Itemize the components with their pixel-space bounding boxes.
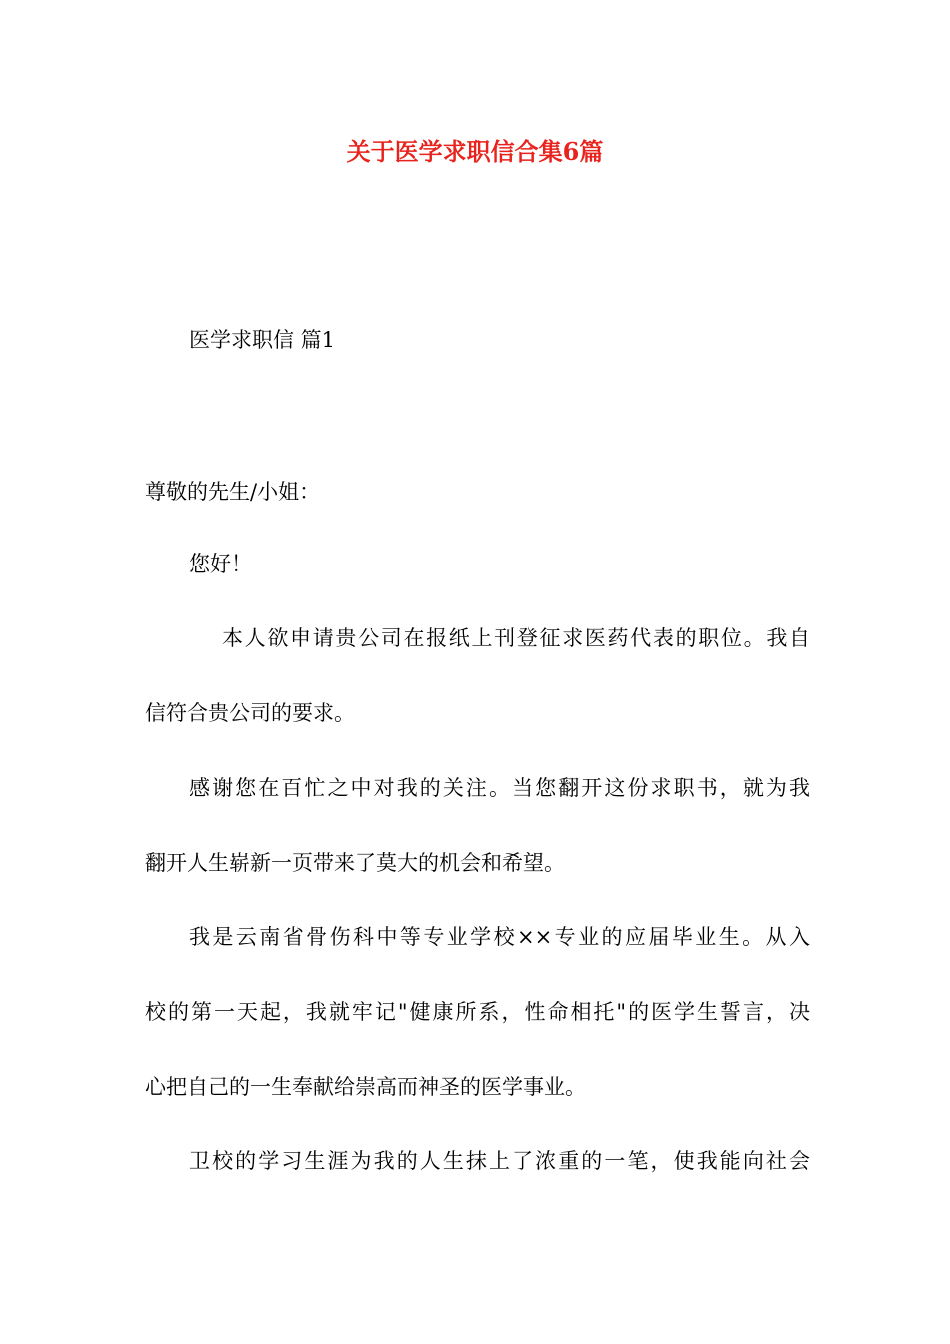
paragraph-line: 翻开人生崭新一页带来了莫大的机会和希望。: [145, 851, 565, 875]
paragraph-line: 信符合贵公司的要求。: [145, 701, 355, 725]
paragraph-line: 心把自己的一生奉献给崇高而神圣的医学事业。: [145, 1075, 586, 1099]
paragraph-line: 我是云南省骨伤科中等专业学校××专业的应届毕业生。从入: [189, 925, 810, 949]
paragraph-line: 校的第一天起，我就牢记"健康所系，性命相托"的医学生誓言，决: [145, 1000, 810, 1024]
greeting: 您好！: [189, 552, 252, 576]
paragraph-line: 感谢您在百忙之中对我的关注。当您翻开这份求职书，就为我: [189, 776, 810, 800]
salutation: 尊敬的先生/小姐：: [145, 480, 321, 504]
section-heading: 医学求职信 篇1: [189, 328, 336, 352]
paragraph-line: 卫校的学习生涯为我的人生抹上了浓重的一笔，使我能向社会: [189, 1149, 810, 1173]
document-title: 关于医学求职信合集6篇: [346, 137, 604, 166]
paragraph-line: 本人欲申请贵公司在报纸上刊登征求医药代表的职位。我自: [222, 626, 810, 650]
